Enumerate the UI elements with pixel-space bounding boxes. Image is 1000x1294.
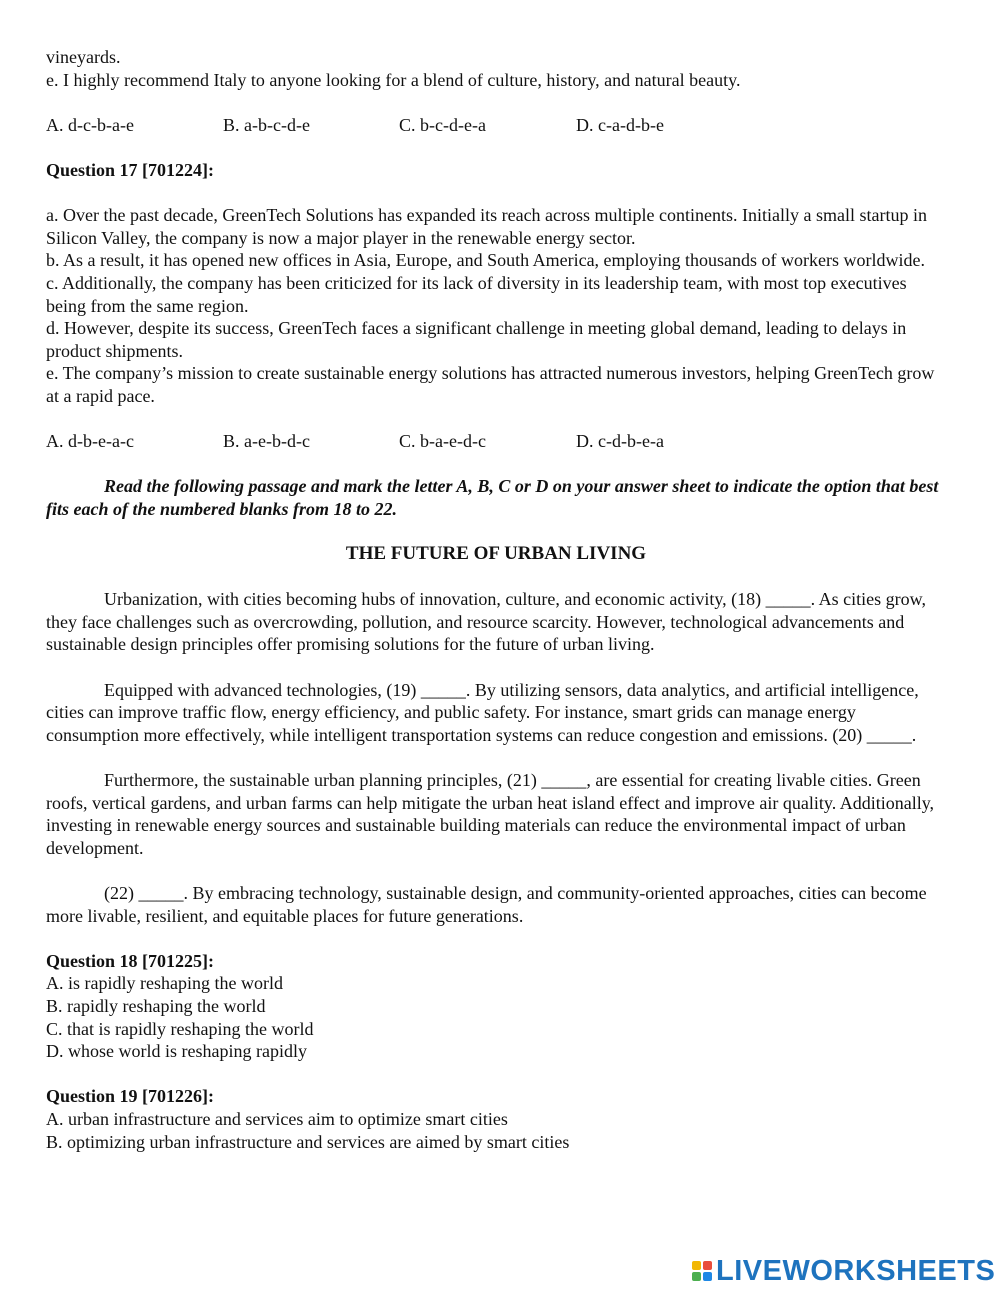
- prev-question-tail-line: vineyards.: [46, 47, 121, 67]
- q17-sentence-b: b. As a result, it has opened new offices in Asia, Europe, and South America, employing thousands of workers worldwide.: [46, 250, 926, 271]
- option-b: B. a-b-c-d-e: [223, 114, 310, 135]
- q19-option-b: B. optimizing urban infrastructure and services are aimed by smart cities: [46, 1131, 570, 1152]
- question-17-title: Question 17 [701224]:: [46, 159, 214, 180]
- passage-paragraph-4: (22) _____. By embracing technology, sustainable design, and community-oriented approaches, cities can become more livable, resilient, and equitable places for future generations.: [46, 882, 927, 926]
- option-a: A. d-c-b-a-e: [46, 114, 134, 135]
- option-d: D. c-a-d-b-e: [576, 114, 664, 135]
- passage-paragraph-1: Urbanization, with cities becoming hubs of innovation, culture, and economic activity, (18) _____. As cities grow, they face challenges such as overcrowding, pollution, and resource scarcity. However, technological advancements and sustainable design principles offer promising solutions for the future of urban living.: [46, 589, 926, 655]
- q17-sentence-e: e. The company’s mission to create sustainable energy solutions has attracted numerous investors, helping GreenTech grow at a rapid pace.: [46, 363, 935, 406]
- passage-paragraph-3: Furthermore, the sustainable urban planning principles, (21) _____, are essential for creating livable cities. Green roofs, vertical gardens, and urban farms can help mitigate the urban heat island effect and improve air quality. Additionally, investing in renewable energy sources and sustainable building materials can reduce the environmental impact of urban development.: [46, 770, 935, 858]
- logo-square-4: [703, 1272, 712, 1281]
- logo-mark-icon: [692, 1261, 712, 1281]
- option-a: A. d-b-e-a-c: [46, 431, 134, 452]
- prev-question-options: [46, 114, 946, 137]
- question-18-title: Question 18 [701225]:: [46, 950, 214, 971]
- option-c: C. b-c-d-e-a: [399, 114, 486, 135]
- q19-option-a: A. urban infrastructure and services aim to optimize smart cities: [46, 1108, 508, 1129]
- option-b: B. a-e-b-d-c: [223, 431, 310, 452]
- q17-options: [46, 430, 946, 453]
- q18-option-a: A. is rapidly reshaping the world: [46, 973, 283, 994]
- passage-instruction: Read the following passage and mark the letter A, B, C or D on your answer sheet to indicate the option that best fits each of the numbered blanks from 18 to 22.: [46, 476, 939, 519]
- passage-paragraph-2: Equipped with advanced technologies, (19) _____. By utilizing sensors, data analytics, and artificial intelligence, cities can improve traffic flow, energy efficiency, and public safety. For instance, smart grids can manage energy consumption more effectively, while intelligent transportation systems can reduce congestion and emissions. (20) _____.: [46, 679, 919, 745]
- option-d: D. c-d-b-e-a: [576, 431, 664, 452]
- q18-option-d: D. whose world is reshaping rapidly: [46, 1041, 307, 1062]
- logo-square-1: [692, 1261, 701, 1270]
- q17-sentence-c: c. Additionally, the company has been criticized for its lack of diversity in its leadership team, with most top executives being from the same region.: [46, 272, 907, 316]
- q18-option-c: C. that is rapidly reshaping the world: [46, 1018, 314, 1039]
- logo-square-2: [703, 1261, 712, 1270]
- option-c: C. b-a-e-d-c: [399, 431, 486, 452]
- q17-sentence-d: d. However, despite its success, GreenTech faces a significant challenge in meeting global demand, leading to delays in product shipments.: [46, 318, 907, 361]
- question-19-title: Question 19 [701226]:: [46, 1086, 214, 1107]
- passage-title: THE FUTURE OF URBAN LIVING: [345, 543, 647, 565]
- q18-option-b: B. rapidly reshaping the world: [46, 995, 266, 1016]
- liveworksheets-logo: [692, 1256, 995, 1286]
- prev-question-sentence-e: e. I highly recommend Italy to anyone looking for a blend of culture, history, and natural beauty.: [46, 69, 741, 90]
- q17-sentence-a: a. Over the past decade, GreenTech Solutions has expanded its reach across multiple continents. Initially a small startup in Silicon Valley, the company is now a major player in the renewable energy sector.: [46, 205, 927, 248]
- logo-square-3: [692, 1272, 701, 1281]
- logo-text: LIVEWORKSHEETS: [716, 1254, 996, 1287]
- worksheet-page: [46, 46, 946, 1153]
